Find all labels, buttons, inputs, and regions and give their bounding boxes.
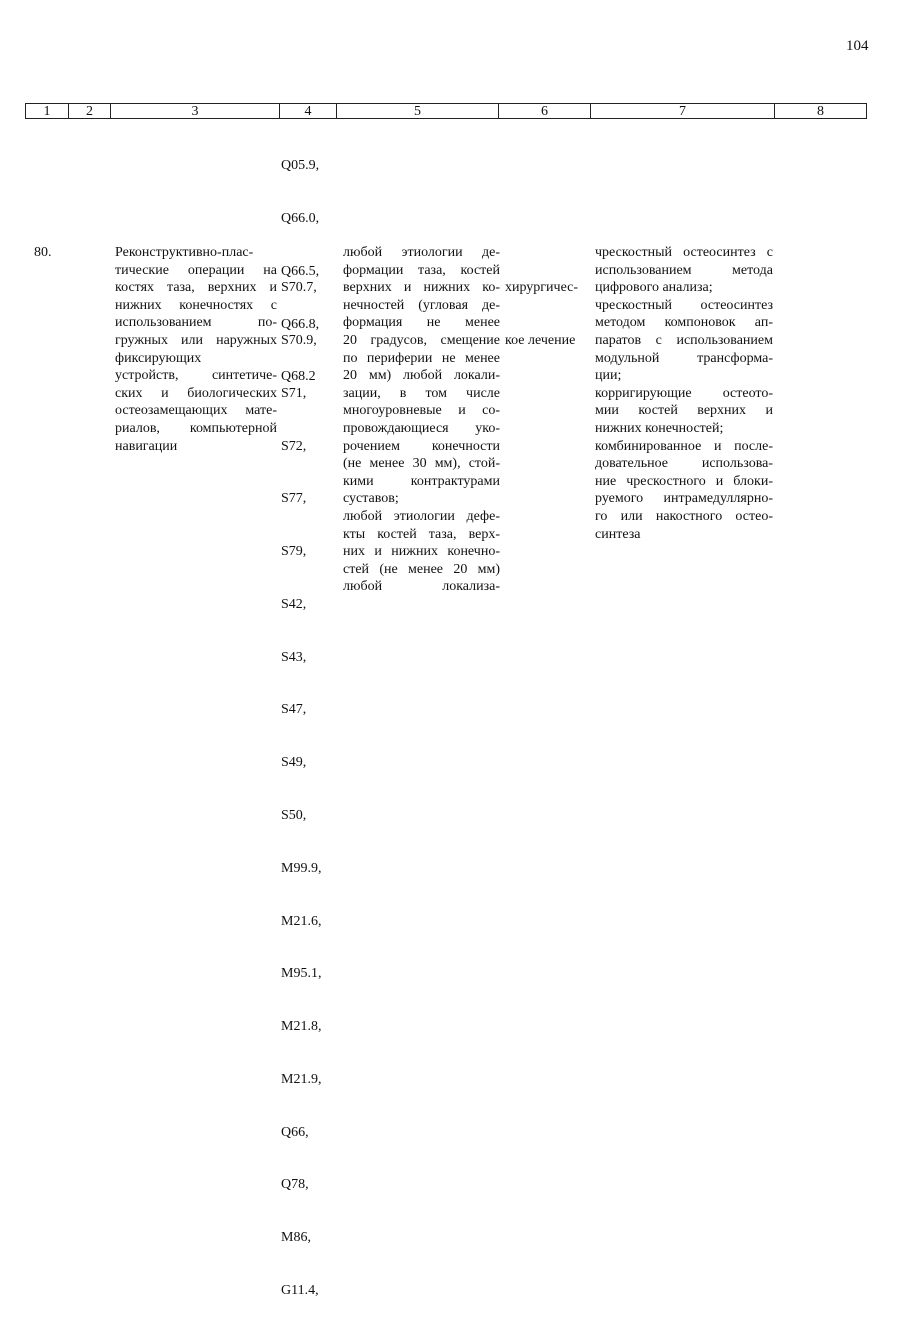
condition-line: кты костей таза, верх- (343, 526, 500, 542)
description-line: фиксирующих (115, 350, 202, 366)
condition-line: многоуровневые и со- (343, 403, 500, 419)
condition-line: любой этиологии де- (343, 245, 500, 260)
header-col-3: 3 (111, 104, 280, 118)
code-line: Q05.9, (281, 158, 320, 174)
method-line: паратов с использованием (595, 332, 773, 348)
code-line: M99.9, (281, 860, 322, 876)
method-line: методом компоновок ап- (595, 315, 773, 331)
method-line: го или накостного остео- (595, 508, 773, 524)
description-line: использованием по- (115, 315, 277, 331)
header-col-2: 2 (69, 104, 111, 118)
treatment-line: кое лечение (505, 332, 576, 348)
method-line: ние чрескостного и блоки- (595, 473, 773, 489)
header-col-8: 8 (817, 104, 824, 119)
method-line: ции; (595, 368, 622, 384)
method-line: чрескостный остеосинтез (595, 297, 773, 313)
condition-line: нечностей (угловая де- (343, 297, 500, 313)
condition-line: (не менее 30 мм), стой- (343, 456, 500, 472)
method-line: использованием метода (595, 262, 773, 278)
row-number: 80. (34, 245, 52, 260)
code-line: S70.9, (281, 332, 317, 348)
code-line: M86, (281, 1230, 311, 1246)
treatment-line: хирургичес- (505, 280, 579, 296)
condition-line: верхних и нижних ко- (343, 280, 500, 296)
code-line: S71, (281, 385, 307, 401)
page-number: 104 (846, 38, 869, 54)
code-line: M95.1, (281, 966, 322, 982)
code-line: S50, (281, 808, 307, 823)
header-col-6: 6 (499, 104, 591, 118)
code-line: M21.9, (281, 1071, 322, 1087)
description-line: нижних конечностях с (115, 297, 277, 313)
code-line: S49, (281, 755, 307, 771)
column-number-header (25, 103, 867, 119)
header-col-1: 1 (26, 104, 69, 118)
description-line: навигации (115, 438, 178, 454)
row-treatment (505, 244, 578, 367)
code-line: Q68.2 (281, 369, 316, 385)
description-line: устройств, синтетиче- (115, 368, 277, 384)
method-line: руемого интрамедуллярно- (595, 491, 773, 507)
code-line: S70.7, (281, 280, 317, 296)
condition-line: суставов; (343, 491, 399, 507)
description-line: тические операции на (115, 262, 277, 278)
header-col-5: 5 (337, 104, 499, 118)
condition-line: 20 мм) любой локали- (343, 368, 500, 384)
code-line: Q66.0, (281, 210, 320, 226)
condition-line: формации таза, костей (343, 262, 500, 278)
row-description (115, 244, 277, 455)
method-line: довательное использова- (595, 456, 773, 472)
method-line: комбинированное и после- (595, 438, 773, 454)
condition-line: 20 градусов, смещение (343, 332, 500, 348)
code-line: S43, (281, 649, 307, 665)
row-method (595, 244, 773, 543)
code-line: M21.8, (281, 1019, 322, 1035)
code-line: M21.6, (281, 913, 322, 929)
method-line: модульной трансформа- (595, 350, 773, 366)
method-line: мии костей верхних и (595, 403, 773, 419)
description-line: остеозамещающих мате- (115, 403, 277, 419)
code-line: S72, (281, 438, 307, 454)
method-line: нижних конечностей; (595, 420, 724, 436)
code-line: Q78, (281, 1177, 309, 1193)
header-col-7: 7 (591, 104, 775, 118)
code-line: S77, (281, 491, 307, 507)
method-line: синтеза (595, 526, 641, 542)
condition-line: любой этиологии дефе- (343, 508, 500, 524)
description-line: риалов, компьютерной (115, 420, 277, 436)
code-line: S79, (281, 544, 307, 560)
code-line: S47, (281, 702, 307, 718)
method-line: цифрового анализа; (595, 280, 713, 296)
description-line: гружных или наружных (115, 332, 277, 348)
condition-line: них и нижних конечно- (343, 544, 500, 560)
condition-line: кими контрактурами (343, 473, 500, 489)
row-condition (343, 244, 500, 596)
code-line: Q66.8, (281, 316, 320, 332)
condition-line: зации, в том числе (343, 385, 500, 401)
condition-line: рочением конечности (343, 438, 500, 454)
condition-line: любой локализа- (343, 579, 500, 595)
description-line: костях таза, верхних и (115, 280, 277, 296)
method-line: чрескостный остеосинтез с (595, 245, 773, 260)
description-line: ских и биологических (115, 385, 277, 401)
condition-line: провождающиеся уко- (343, 420, 500, 436)
condition-line: стей (не менее 20 мм) (343, 561, 500, 577)
code-line: G11.4, (281, 1283, 319, 1299)
method-line: корригирующие остеото- (595, 385, 773, 401)
condition-line: по периферии не менее (343, 350, 500, 366)
code-line: Q66, (281, 1124, 309, 1140)
code-line: Q66.5, (281, 263, 320, 279)
row-codes (281, 244, 321, 1317)
condition-line: формация не менее (343, 315, 500, 331)
code-line: S42, (281, 596, 307, 612)
description-line: Реконструктивно-плас- (115, 245, 254, 260)
header-col-4: 4 (280, 104, 337, 118)
